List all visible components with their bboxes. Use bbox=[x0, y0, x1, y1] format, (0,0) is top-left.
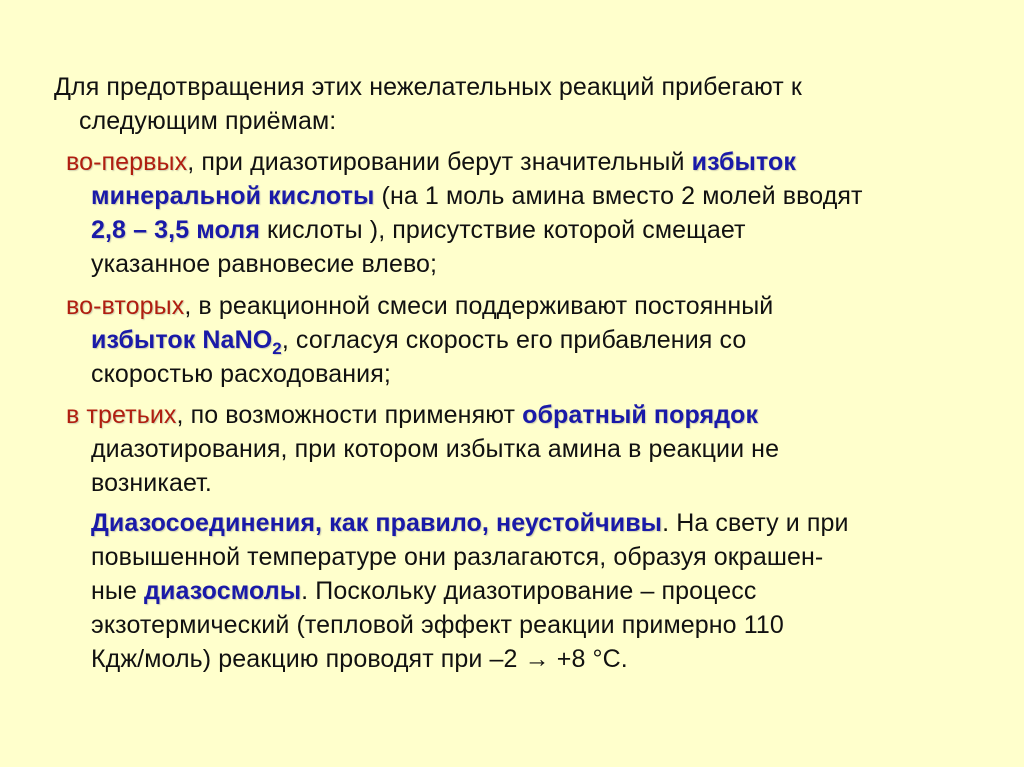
item-first-line-4: указанное равновесие влево; bbox=[91, 250, 438, 278]
intro-line-2: следующим приёмам: bbox=[79, 107, 337, 135]
item-first-highlight-2: минеральной кислоты bbox=[91, 182, 375, 210]
item-second-line-3: скоростью расходования; bbox=[91, 360, 391, 388]
item-first-highlight-1: избыток bbox=[691, 148, 796, 176]
item-first-text-1: , при диазотировании берут значительный bbox=[187, 148, 692, 176]
item-second-formula: избыток NaNO bbox=[91, 326, 273, 354]
item-second-formula-subscript: 2 bbox=[272, 339, 282, 358]
item-second bbox=[66, 289, 773, 391]
intro-paragraph bbox=[54, 70, 802, 138]
item-third-marker: в третьих bbox=[66, 401, 177, 429]
item-third-highlight: обратный порядок bbox=[522, 401, 759, 429]
closing-paragraph bbox=[91, 506, 849, 676]
closing-line-1 bbox=[91, 506, 849, 540]
item-first-line-1 bbox=[66, 145, 863, 179]
item-third-text-1: , по возможности применяют bbox=[176, 401, 523, 429]
item-second-text-2: , согласуя скорость его прибавления со bbox=[281, 326, 747, 354]
item-second-line-2 bbox=[66, 323, 773, 357]
item-first-marker: во-первых bbox=[66, 148, 188, 176]
closing-highlight-2: диазосмолы bbox=[144, 577, 302, 605]
item-third bbox=[66, 398, 779, 500]
item-first-line-2 bbox=[66, 179, 863, 213]
item-second-text-1: , в реакционной смеси поддерживают постоянный bbox=[184, 292, 774, 320]
item-third-line-3: возникает. bbox=[91, 469, 212, 497]
closing-line-3 bbox=[91, 574, 849, 608]
item-second-highlight bbox=[91, 326, 282, 358]
item-first bbox=[66, 145, 863, 281]
item-second-line-1 bbox=[66, 289, 773, 323]
closing-text-1: . На свету и при bbox=[662, 509, 849, 537]
item-first-highlight-3: 2,8 – 3,5 моля bbox=[91, 216, 260, 244]
item-first-text-2: (на 1 моль амина вместо 2 молей вводят bbox=[374, 182, 863, 210]
item-first-text-3: кислоты ), присутствие которой смещает bbox=[259, 216, 746, 244]
closing-text-3: . Поскольку диазотирование – процесс bbox=[301, 577, 757, 605]
closing-line-5: Кдж/моль) реакцию проводят при –2 → +8 °С. bbox=[91, 645, 628, 673]
item-second-marker: во-вторых bbox=[66, 292, 185, 320]
closing-line-4: экзотермический (тепловой эффект реакции примерно 110 bbox=[91, 611, 784, 639]
closing-line-2: повышенной температуре они разлагаются, образуя окрашен- bbox=[91, 543, 824, 571]
closing-highlight-1: Диазосоединения, как правило, неустойчивы bbox=[91, 509, 663, 537]
closing-text-3-pre: ные bbox=[91, 577, 145, 605]
item-third-line-1 bbox=[66, 398, 779, 432]
item-first-line-3 bbox=[66, 213, 863, 247]
item-third-line-2: диазотирования, при котором избытка амина в реакции не bbox=[91, 435, 780, 463]
intro-line-1: Для предотвращения этих нежелательных реакций прибегают к bbox=[54, 73, 802, 101]
